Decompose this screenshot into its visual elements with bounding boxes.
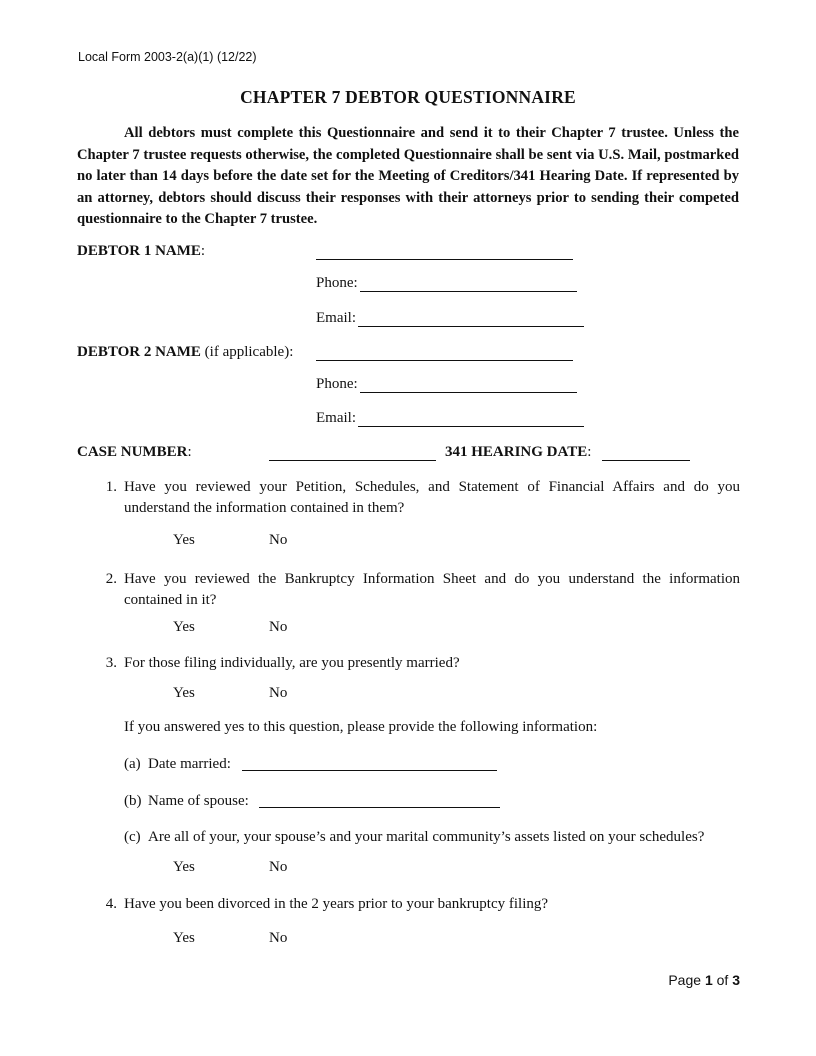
question-4-yes[interactable]: Yes <box>173 930 195 946</box>
debtor2-name-field[interactable] <box>316 360 573 361</box>
question-3-followup: If you answered yes to this question, please provide the following information: <box>124 719 598 735</box>
question-2-yes[interactable]: Yes <box>173 619 195 635</box>
question-3c-no[interactable]: No <box>269 859 288 875</box>
debtor2-phone-label: Phone: <box>316 376 358 392</box>
debtor1-email-label: Email: <box>316 310 356 326</box>
debtor2-name-label: DEBTOR 2 NAME (if applicable): <box>77 344 294 360</box>
question-3b-letter: (b) <box>124 793 142 809</box>
question-1-no[interactable]: No <box>269 532 288 548</box>
question-4-text: Have you been divorced in the 2 years prior to your bankruptcy filing? <box>124 896 549 912</box>
question-3c-letter: (c) <box>124 829 141 845</box>
question-1-text: Have you reviewed your Petition, Schedules, and Statement of Financial Affairs and do you understand the information contained in them? <box>124 479 740 516</box>
page-title: CHAPTER 7 DEBTOR QUESTIONNAIRE <box>240 87 576 107</box>
debtor1-name-field[interactable] <box>316 259 573 260</box>
debtor2-phone-field[interactable] <box>360 392 577 393</box>
date-married-field[interactable] <box>242 770 497 771</box>
question-3-yes[interactable]: Yes <box>173 685 195 701</box>
debtor1-phone-field[interactable] <box>360 291 577 292</box>
question-2-text: Have you reviewed the Bankruptcy Information Sheet and do you understand the information contained in it? <box>124 571 740 608</box>
case-number-label: CASE NUMBER: <box>77 444 192 460</box>
question-2-no[interactable]: No <box>269 619 288 635</box>
debtor2-email-label: Email: <box>316 410 356 426</box>
hearing-date-label: 341 HEARING DATE: <box>445 444 592 460</box>
debtor1-email-field[interactable] <box>358 326 584 327</box>
question-4-no[interactable]: No <box>269 930 288 946</box>
question-2-number: 2. <box>105 571 117 587</box>
question-1-number: 1. <box>105 479 117 495</box>
question-3b-label: Name of spouse: <box>148 793 249 809</box>
debtor2-email-field[interactable] <box>358 426 584 427</box>
question-1-yes[interactable]: Yes <box>173 532 195 548</box>
instructions-text: All debtors must complete this Questionnaire and send it to their Chapter 7 trustee. Unless the Chapter 7 trustee requests otherwise, the completed Questionnaire shall be sent via U.S. Mail, postmarked no later than 14 days before the date set for the Meeting of Creditors/341 Hearing Date. If represented by an attorney, debtors should discuss their responses with their attorneys prior to sending their competed questionnaire to the Chapter 7 trustee. <box>77 125 739 227</box>
question-3-number: 3. <box>105 655 117 671</box>
question-3a-label: Date married: <box>148 756 231 772</box>
question-3c-yes[interactable]: Yes <box>173 859 195 875</box>
hearing-date-field[interactable] <box>602 460 690 461</box>
question-3-no[interactable]: No <box>269 685 288 701</box>
case-number-field[interactable] <box>269 460 436 461</box>
debtor1-phone-label: Phone: <box>316 275 358 291</box>
question-3a-letter: (a) <box>124 756 141 772</box>
page-indicator: Page 1 of 3 <box>668 972 740 988</box>
debtor1-name-label: DEBTOR 1 NAME: <box>77 243 206 259</box>
question-3c-text: Are all of your, your spouse’s and your marital community’s assets listed on your schedules? <box>148 829 705 845</box>
instructions-paragraph <box>77 123 739 231</box>
form-identifier: Local Form 2003-2(a)(1) (12/22) <box>78 50 257 64</box>
spouse-name-field[interactable] <box>259 807 500 808</box>
question-3-text: For those filing individually, are you presently married? <box>124 655 460 671</box>
question-4-number: 4. <box>105 896 117 912</box>
